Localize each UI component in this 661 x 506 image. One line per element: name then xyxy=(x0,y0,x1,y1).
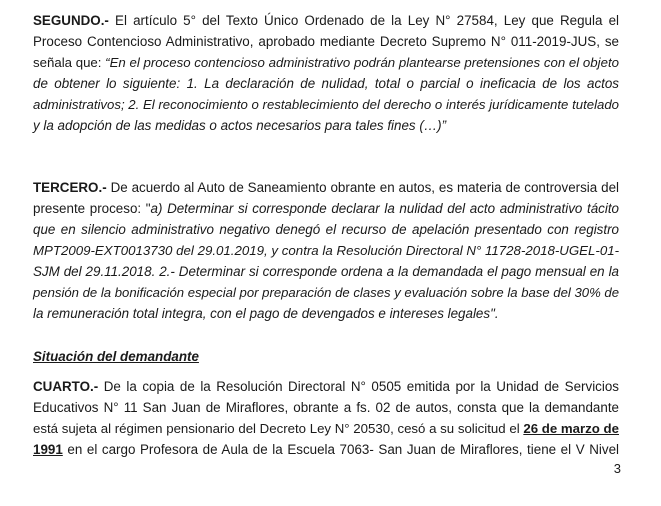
cuarto-date-part-1: 26 de marzo de xyxy=(523,421,619,436)
segundo-line-2: Proceso Contencioso Administrativo, aprobado mediante Decreto Supremo N° 011-2019-JUS, se xyxy=(33,34,619,49)
tercero-quote-line-6: pensión de la bonificación especial por preparación de clases y evaluación sobre la base del 30% de xyxy=(33,285,619,300)
tercero-quote-start: a) Determinar si corresponde declarar la nulidad del acto administrativo tácito xyxy=(150,201,619,216)
segundo-line-3-plain: señala que: xyxy=(33,55,106,70)
tercero-quote-line-3: que en silencio administrativo negativo denegó el recurso de apelación presentado con registro xyxy=(33,222,619,237)
paragraph-tercero xyxy=(33,177,619,324)
segundo-line-1: El artículo 5° del Texto Único Ordenado de la Ley N° 27584, Ley que Regula el xyxy=(115,13,619,28)
tercero-quote-line-7: la remuneración total integra, con el pago de devengados e intereses legales". xyxy=(33,306,499,321)
tercero-line-1: De acuerdo al Auto de Saneamiento obrante en autos, es materia de controversia del xyxy=(110,180,619,195)
cuarto-line-1: De la copia de la Resolución Directoral N° 0505 emitida por la Unidad de Servicios xyxy=(103,379,619,394)
segundo-quote-line-5: administrativos; 2. El reconocimiento o restablecimiento del derecho o interés jurídicamente tutelado xyxy=(33,97,619,112)
tercero-quote-line-4: MPT2009-EXT0013730 del 29.01.2019, y contra la Resolución Directoral N° 11728-2018-UGEL-01- xyxy=(33,243,619,258)
paragraph-cuarto xyxy=(33,376,619,460)
paragraph-segundo xyxy=(33,10,619,136)
section-heading xyxy=(33,346,199,367)
segundo-label: SEGUNDO.- xyxy=(33,13,109,28)
tercero-label: TERCERO.- xyxy=(33,180,107,195)
page-number: 3 xyxy=(613,461,621,476)
tercero-quote-line-5: SJM del 29.11.2018. 2.- Determinar si corresponde ordena a la demandada el pago mensual en la xyxy=(33,264,619,279)
cuarto-line-4-plain: en el cargo Profesora de Aula de la Escuela 7063- San Juan de Miraflores, tiene el V Nivel xyxy=(62,442,619,457)
segundo-quote-line-6: y la adopción de las medidas o actos necesarios para tales fines (…)” xyxy=(33,118,447,133)
tercero-line-2-plain: presente proceso: " xyxy=(33,201,151,216)
segundo-quote-line-4: de obtener lo siguiente: 1. La declaración de nulidad, total o parcial o ineficacia de los actos xyxy=(33,76,619,91)
segundo-quote-start: “En el proceso contencioso administrativo podrán plantearse pretensiones con el objeto xyxy=(105,55,619,70)
section-heading-text: Situación del demandante xyxy=(33,349,199,364)
cuarto-label: CUARTO.- xyxy=(33,379,99,394)
cuarto-date-part-2: 1991 xyxy=(33,442,63,457)
cuarto-line-2: Educativos N° 11 San Juan de Miraflores, obrante a fs. 02 de autos, consta que la demandante xyxy=(33,400,619,415)
cuarto-line-3-plain: está sujeta al régimen pensionario del Decreto Ley N° 20530, cesó a su solicitud el xyxy=(33,421,524,436)
